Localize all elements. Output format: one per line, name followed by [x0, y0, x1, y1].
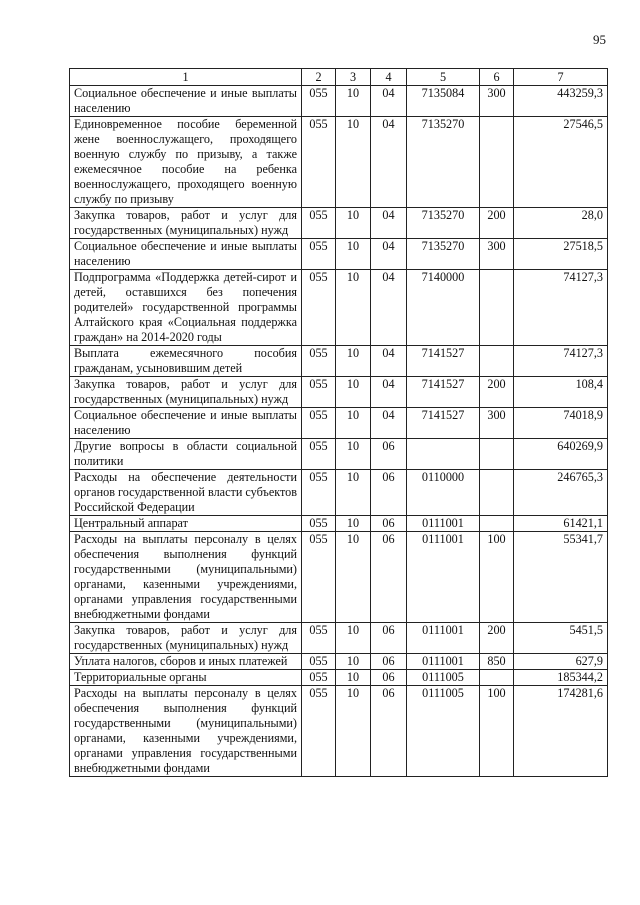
row-code-3-cell: 10 [336, 117, 371, 208]
row-code-6-cell: 300 [480, 408, 514, 439]
row-code-3-cell: 10 [336, 516, 371, 532]
row-amount-cell: 74127,3 [514, 270, 608, 346]
row-code-3-cell: 10 [336, 532, 371, 623]
row-code-4-cell: 06 [371, 516, 407, 532]
row-code-3-cell: 10 [336, 654, 371, 670]
row-code-6-cell: 100 [480, 532, 514, 623]
row-amount-cell: 108,4 [514, 377, 608, 408]
row-code-3-cell: 10 [336, 346, 371, 377]
row-code-2-cell: 055 [302, 686, 336, 777]
row-amount-cell: 627,9 [514, 654, 608, 670]
row-code-5-cell: 7135084 [407, 86, 480, 117]
row-amount-cell: 27546,5 [514, 117, 608, 208]
row-name-cell: Расходы на выплаты персоналу в целях обеспечения выполнения функций государственными (муниципальными) органами, казенными учреждениями, органами управления государственными внебюджетными фондами [70, 686, 302, 777]
row-code-6-cell [480, 516, 514, 532]
table-row [70, 377, 608, 408]
row-code-4-cell: 06 [371, 439, 407, 470]
row-code-6-cell: 200 [480, 377, 514, 408]
budget-table [69, 68, 608, 777]
header-cell-6: 6 [480, 69, 514, 86]
row-code-3-cell: 10 [336, 439, 371, 470]
row-code-4-cell: 04 [371, 117, 407, 208]
row-code-4-cell: 06 [371, 532, 407, 623]
row-code-4-cell: 04 [371, 86, 407, 117]
table-row [70, 623, 608, 654]
header-cell-7: 7 [514, 69, 608, 86]
row-name-cell: Закупка товаров, работ и услуг для государственных (муниципальных) нужд [70, 377, 302, 408]
row-code-3-cell: 10 [336, 408, 371, 439]
row-code-5-cell: 0111001 [407, 532, 480, 623]
row-code-2-cell: 055 [302, 239, 336, 270]
row-code-6-cell: 100 [480, 686, 514, 777]
row-code-3-cell: 10 [336, 270, 371, 346]
row-code-2-cell: 055 [302, 270, 336, 346]
row-code-5-cell: 7141527 [407, 377, 480, 408]
row-code-3-cell: 10 [336, 470, 371, 516]
table-row [70, 439, 608, 470]
table-row [70, 532, 608, 623]
row-code-2-cell: 055 [302, 516, 336, 532]
row-code-2-cell: 055 [302, 408, 336, 439]
row-code-6-cell [480, 117, 514, 208]
row-code-3-cell: 10 [336, 86, 371, 117]
header-row [70, 69, 608, 86]
row-name-cell: Центральный аппарат [70, 516, 302, 532]
row-amount-cell: 246765,3 [514, 470, 608, 516]
row-name-cell: Подпрограмма «Поддержка детей-сирот и детей, оставшихся без попечения родителей» государственной программы Алтайского края «Социальная поддержка граждан» на 2014-2020 годы [70, 270, 302, 346]
row-code-5-cell: 0110000 [407, 470, 480, 516]
row-code-5-cell: 7141527 [407, 408, 480, 439]
row-code-5-cell: 0111001 [407, 654, 480, 670]
table-row [70, 686, 608, 777]
row-code-4-cell: 06 [371, 470, 407, 516]
table-row [70, 670, 608, 686]
row-code-3-cell: 10 [336, 377, 371, 408]
table-row [70, 208, 608, 239]
row-code-6-cell [480, 470, 514, 516]
row-code-2-cell: 055 [302, 346, 336, 377]
row-name-cell: Другие вопросы в области социальной политики [70, 439, 302, 470]
row-code-6-cell [480, 670, 514, 686]
row-name-cell: Расходы на обеспечение деятельности органов государственной власти субъектов Российской Федерации [70, 470, 302, 516]
row-code-6-cell: 200 [480, 208, 514, 239]
row-name-cell: Закупка товаров, работ и услуг для государственных (муниципальных) нужд [70, 623, 302, 654]
row-amount-cell: 443259,3 [514, 86, 608, 117]
row-code-5-cell: 0111005 [407, 670, 480, 686]
header-cell-3: 3 [336, 69, 371, 86]
row-code-4-cell: 06 [371, 670, 407, 686]
header-cell-4: 4 [371, 69, 407, 86]
row-code-2-cell: 055 [302, 670, 336, 686]
row-code-2-cell: 055 [302, 623, 336, 654]
row-code-2-cell: 055 [302, 470, 336, 516]
row-code-5-cell: 0111001 [407, 623, 480, 654]
row-code-2-cell: 055 [302, 439, 336, 470]
row-code-4-cell: 06 [371, 654, 407, 670]
row-code-3-cell: 10 [336, 670, 371, 686]
row-amount-cell: 640269,9 [514, 439, 608, 470]
row-code-5-cell: 7140000 [407, 270, 480, 346]
row-amount-cell: 74127,3 [514, 346, 608, 377]
row-code-6-cell: 300 [480, 239, 514, 270]
row-name-cell: Единовременное пособие беременной жене военнослужащего, проходящего военную службу по призыву, а также ежемесячное пособие на ребенка военнослужащего, проходящего военную службу по призыву [70, 117, 302, 208]
row-code-3-cell: 10 [336, 623, 371, 654]
row-code-4-cell: 04 [371, 239, 407, 270]
table-row [70, 86, 608, 117]
row-code-6-cell: 200 [480, 623, 514, 654]
table-row [70, 654, 608, 670]
row-code-4-cell: 06 [371, 686, 407, 777]
row-code-5-cell [407, 439, 480, 470]
row-amount-cell: 55341,7 [514, 532, 608, 623]
row-code-5-cell: 7135270 [407, 239, 480, 270]
row-name-cell: Расходы на выплаты персоналу в целях обеспечения выполнения функций государственными (муниципальными) органами, казенными учреждениями, органами управления государственными внебюджетными фондами [70, 532, 302, 623]
row-name-cell: Закупка товаров, работ и услуг для государственных (муниципальных) нужд [70, 208, 302, 239]
header-cell-5: 5 [407, 69, 480, 86]
row-code-2-cell: 055 [302, 377, 336, 408]
row-code-4-cell: 06 [371, 623, 407, 654]
row-code-2-cell: 055 [302, 117, 336, 208]
header-cell-1: 1 [70, 69, 302, 86]
row-code-3-cell: 10 [336, 686, 371, 777]
row-amount-cell: 28,0 [514, 208, 608, 239]
row-amount-cell: 174281,6 [514, 686, 608, 777]
table-row [70, 346, 608, 377]
table-body [70, 86, 608, 777]
page-number: 95 [593, 32, 606, 47]
row-name-cell: Уплата налогов, сборов и иных платежей [70, 654, 302, 670]
row-code-2-cell: 055 [302, 532, 336, 623]
table-row [70, 270, 608, 346]
row-code-5-cell: 7135270 [407, 208, 480, 239]
row-code-5-cell: 0111005 [407, 686, 480, 777]
row-code-5-cell: 0111001 [407, 516, 480, 532]
row-code-3-cell: 10 [336, 208, 371, 239]
row-code-5-cell: 7135270 [407, 117, 480, 208]
row-code-4-cell: 04 [371, 377, 407, 408]
row-code-2-cell: 055 [302, 208, 336, 239]
row-code-6-cell [480, 270, 514, 346]
row-name-cell: Выплата ежемесячного пособия гражданам, усыновившим детей [70, 346, 302, 377]
table-row [70, 239, 608, 270]
row-code-4-cell: 04 [371, 408, 407, 439]
row-code-3-cell: 10 [336, 239, 371, 270]
row-code-4-cell: 04 [371, 270, 407, 346]
table-row [70, 516, 608, 532]
row-code-6-cell [480, 439, 514, 470]
row-name-cell: Территориальные органы [70, 670, 302, 686]
row-amount-cell: 5451,5 [514, 623, 608, 654]
row-code-4-cell: 04 [371, 208, 407, 239]
row-name-cell: Социальное обеспечение и иные выплаты населению [70, 86, 302, 117]
table-row [70, 470, 608, 516]
table-row [70, 408, 608, 439]
row-name-cell: Социальное обеспечение и иные выплаты населению [70, 239, 302, 270]
row-code-2-cell: 055 [302, 86, 336, 117]
row-code-5-cell: 7141527 [407, 346, 480, 377]
row-code-6-cell: 300 [480, 86, 514, 117]
header-cell-2: 2 [302, 69, 336, 86]
row-name-cell: Социальное обеспечение и иные выплаты населению [70, 408, 302, 439]
row-amount-cell: 61421,1 [514, 516, 608, 532]
row-code-4-cell: 04 [371, 346, 407, 377]
table-row [70, 117, 608, 208]
row-code-6-cell: 850 [480, 654, 514, 670]
row-code-2-cell: 055 [302, 654, 336, 670]
row-amount-cell: 74018,9 [514, 408, 608, 439]
row-amount-cell: 185344,2 [514, 670, 608, 686]
row-code-6-cell [480, 346, 514, 377]
row-amount-cell: 27518,5 [514, 239, 608, 270]
